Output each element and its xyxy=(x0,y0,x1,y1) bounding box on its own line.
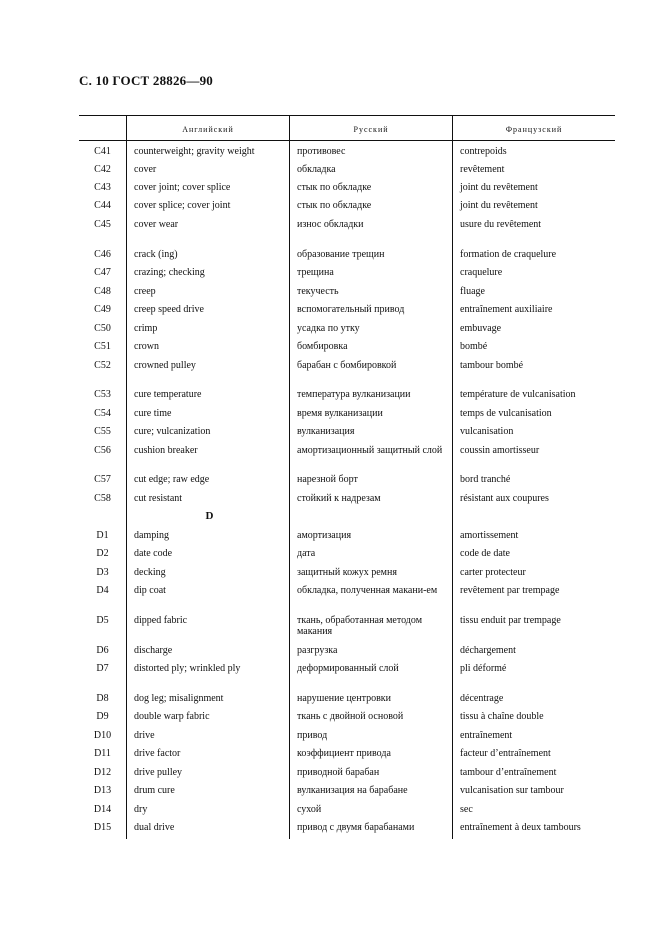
term-french: entraînement xyxy=(460,730,513,741)
term-french: revêtement par trempage xyxy=(460,585,560,596)
term-code: D1 xyxy=(96,530,109,541)
term-code: D11 xyxy=(94,748,111,759)
term-french: code de date xyxy=(460,548,510,559)
term-russian: ткань, обработанная методом макания xyxy=(297,615,423,637)
term-english: drive factor xyxy=(134,748,181,759)
term-code: C41 xyxy=(94,146,111,157)
term-french: sec xyxy=(460,804,473,815)
term-russian: коэффициент привода xyxy=(297,748,391,759)
term-code: C44 xyxy=(94,200,111,211)
term-english: discharge xyxy=(134,645,173,656)
term-russian: защитный кожух ремня xyxy=(297,567,397,578)
column-divider-russian xyxy=(452,115,453,839)
term-french: temps de vulcanisation xyxy=(460,408,552,419)
term-code: C51 xyxy=(94,341,111,352)
term-russian: бомбировка xyxy=(297,341,348,352)
term-french: pli déformé xyxy=(460,663,507,674)
term-french: tissu enduit par trempage xyxy=(460,615,561,626)
term-english: drive pulley xyxy=(134,767,183,778)
term-english: damping xyxy=(134,530,169,541)
term-english: counterweight; gravity weight xyxy=(134,146,255,157)
term-english: cover wear xyxy=(134,219,179,230)
term-russian: амортизация xyxy=(297,530,352,541)
table-header-rule xyxy=(79,140,615,141)
term-english: dual drive xyxy=(134,822,175,833)
term-russian: дата xyxy=(297,548,316,559)
term-code: C52 xyxy=(94,360,111,371)
term-code: D4 xyxy=(96,585,109,596)
term-english: cover splice; cover joint xyxy=(134,200,231,211)
term-code: C56 xyxy=(94,445,111,456)
term-english: dry xyxy=(134,804,148,815)
term-english: cushion breaker xyxy=(134,445,198,456)
term-english: crowned pulley xyxy=(134,360,196,371)
term-english: crazing; checking xyxy=(134,267,205,278)
term-russian: обкладка, полученная макани-ем xyxy=(297,585,438,596)
term-russian: стык по обкладке xyxy=(297,182,372,193)
term-code: D2 xyxy=(96,548,109,559)
term-code: C57 xyxy=(94,474,111,485)
table-top-rule xyxy=(79,115,615,116)
term-code: C58 xyxy=(94,493,111,504)
term-english: crack (ing) xyxy=(134,249,178,260)
term-russian: образование трещин xyxy=(297,249,385,260)
term-english: crown xyxy=(134,341,159,352)
term-french: carter protecteur xyxy=(460,567,526,578)
term-french: vulcanisation xyxy=(460,426,514,437)
term-russian: обкладка xyxy=(297,164,336,175)
term-russian: ткань с двойной основой xyxy=(297,711,404,722)
term-english: cut resistant xyxy=(134,493,183,504)
term-english: dip coat xyxy=(134,585,166,596)
term-code: D14 xyxy=(93,804,112,815)
term-russian: привод xyxy=(297,730,328,741)
term-russian: барабан с бомбировкой xyxy=(297,360,397,371)
term-russian: нарезной борт xyxy=(297,474,358,485)
term-english: cure time xyxy=(134,408,172,419)
term-code: D7 xyxy=(96,663,109,674)
term-code: C54 xyxy=(94,408,111,419)
page-header: С. 10 ГОСТ 28826—90 xyxy=(79,73,213,88)
term-english: date code xyxy=(134,548,173,559)
term-russian: время вулканизации xyxy=(297,408,383,419)
term-french: tambour d’entraînement xyxy=(460,767,557,778)
term-french: embuvage xyxy=(460,323,502,334)
term-code: C47 xyxy=(94,267,111,278)
term-french: vulcanisation sur tambour xyxy=(460,785,564,796)
term-english: double warp fabric xyxy=(134,711,210,722)
term-french: résistant aux coupures xyxy=(460,493,549,504)
term-russian: вспомогательный привод xyxy=(297,304,405,315)
term-code: D10 xyxy=(93,730,112,741)
term-english: dipped fabric xyxy=(134,615,188,626)
term-code: C43 xyxy=(94,182,111,193)
term-code: C48 xyxy=(94,286,111,297)
term-french: tissu à chaîne double xyxy=(460,711,544,722)
term-russian: износ обкладки xyxy=(297,219,364,230)
term-russian: трещина xyxy=(297,267,334,278)
term-french: décentrage xyxy=(460,693,504,704)
term-russian: стык по обкладке xyxy=(297,200,372,211)
term-code: D9 xyxy=(96,711,109,722)
term-code: C50 xyxy=(94,323,111,334)
term-french: formation de craquelure xyxy=(460,249,557,260)
column-header-french: Французский xyxy=(505,125,563,134)
section-letter-d: D xyxy=(205,510,214,522)
term-french: usure du revêtement xyxy=(460,219,542,230)
term-english: crimp xyxy=(134,323,158,334)
term-russian: амортизационный защитный слой xyxy=(297,445,443,456)
term-english: decking xyxy=(134,567,166,578)
term-russian: разгрузка xyxy=(297,645,338,656)
term-code: D5 xyxy=(96,615,109,626)
term-english: dog leg; misalignment xyxy=(134,693,224,704)
term-french: entraînement auxiliaire xyxy=(460,304,553,315)
term-russian: вулканизация xyxy=(297,426,355,437)
term-french: température de vulcanisation xyxy=(460,389,576,400)
term-russian: температура вулканизации xyxy=(297,389,411,400)
term-code: C55 xyxy=(94,426,111,437)
term-russian: противовес xyxy=(297,146,346,157)
term-russian: усадка по утку xyxy=(297,323,360,334)
term-english: drum cure xyxy=(134,785,175,796)
term-french: entraînement à deux tambours xyxy=(460,822,581,833)
term-french: contrepoids xyxy=(460,146,507,157)
term-russian: стойкий к надрезам xyxy=(297,493,381,504)
term-english: cure; vulcanization xyxy=(134,426,211,437)
term-english: cure temperature xyxy=(134,389,202,400)
term-russian: вулканизация на барабане xyxy=(297,785,408,796)
term-french: amortissement xyxy=(460,530,519,541)
term-french: craquelure xyxy=(460,267,503,278)
term-code: C42 xyxy=(94,164,111,175)
term-code: D8 xyxy=(96,693,109,704)
term-russian: нарушение центровки xyxy=(297,693,392,704)
term-french: joint du revêtement xyxy=(460,182,538,193)
term-code: D13 xyxy=(93,785,112,796)
term-french: joint du revêtement xyxy=(460,200,538,211)
term-english: drive xyxy=(134,730,155,741)
column-header-english: Английский xyxy=(182,125,234,134)
term-english: creep xyxy=(134,286,156,297)
term-french: fluage xyxy=(460,286,485,297)
term-russian: текучесть xyxy=(297,286,339,297)
term-code: D12 xyxy=(93,767,112,778)
term-french: facteur d’entraînement xyxy=(460,748,551,759)
term-french: tambour bombé xyxy=(460,360,524,371)
term-code: D6 xyxy=(96,645,109,656)
term-code: C49 xyxy=(94,304,111,315)
term-english: distorted ply; wrinkled ply xyxy=(134,663,241,674)
column-divider-english xyxy=(289,115,290,839)
term-english: cut edge; raw edge xyxy=(134,474,210,485)
term-english: cover xyxy=(134,164,157,175)
term-code: C53 xyxy=(94,389,111,400)
term-french: bombé xyxy=(460,341,488,352)
term-russian: деформированный слой xyxy=(297,663,399,674)
term-russian: привод с двумя барабанами xyxy=(297,822,415,833)
term-french: déchargement xyxy=(460,645,516,656)
term-english: cover joint; cover splice xyxy=(134,182,231,193)
term-russian: сухой xyxy=(297,804,322,815)
column-header-russian: Русский xyxy=(353,125,389,134)
term-french: coussin amortisseur xyxy=(460,445,540,456)
term-russian: приводной барабан xyxy=(297,767,380,778)
term-french: revêtement xyxy=(460,164,505,175)
term-code: D15 xyxy=(93,822,112,833)
term-code: C46 xyxy=(94,249,111,260)
term-french: bord tranché xyxy=(460,474,511,485)
column-divider-code xyxy=(126,115,127,839)
term-code: D3 xyxy=(96,567,109,578)
term-english: creep speed drive xyxy=(134,304,204,315)
term-code: C45 xyxy=(94,219,111,230)
